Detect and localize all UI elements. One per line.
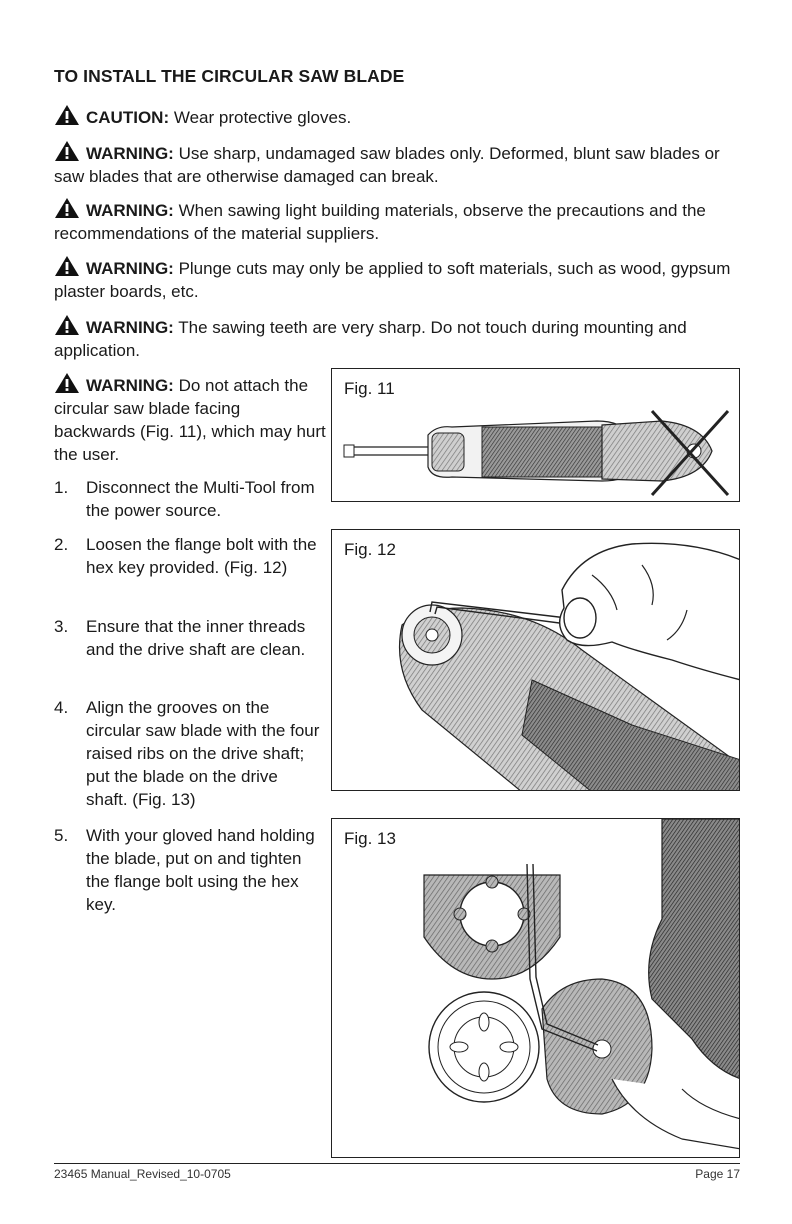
warning-notice [54, 372, 326, 466]
step-item [54, 615, 324, 661]
step-item [54, 824, 324, 916]
figure-caption: Fig. 13 [344, 829, 396, 848]
notice-text: Wear protective gloves. [173, 108, 352, 127]
notice-text: Do not attach the circular saw blade facing backwards (Fig. 11), which may hurt the user. [54, 376, 326, 464]
step-text: Disconnect the Multi-Tool from the power source. [86, 478, 315, 520]
warning-notice [54, 140, 744, 188]
warning-triangle-icon [54, 197, 80, 219]
notice-label: WARNING: [86, 201, 174, 220]
step-text: Ensure that the inner threads and the drive shaft are clean. [86, 617, 306, 659]
notice-text: When sawing light building materials, observe the precautions and the recommendations of the material suppliers. [54, 201, 706, 243]
footer-divider [54, 1163, 740, 1164]
notice-text: Plunge cuts may only be applied to soft materials, such as wood, gypsum plaster boards, etc. [54, 259, 731, 301]
warning-triangle-icon [54, 372, 80, 394]
step-item [54, 476, 324, 522]
notice-label: WARNING: [86, 318, 174, 337]
figure-12 [331, 529, 740, 791]
warning-notice [54, 255, 744, 303]
warning-triangle-icon [54, 104, 80, 126]
notice-label: CAUTION: [86, 108, 170, 127]
notice-text: The sawing teeth are very sharp. Do not touch during mounting and application. [54, 318, 687, 360]
step-text: Align the grooves on the circular saw blade with the four raised ribs on the drive shaft; put the blade on the drive shaft. (Fig. 13) [86, 698, 320, 809]
page-title: TO INSTALL THE CIRCULAR SAW BLADE [54, 66, 405, 86]
footer-document-id: 23465 Manual_Revised_10-0705 [54, 1167, 231, 1181]
step-number: 3. [54, 617, 69, 636]
figure-11 [331, 368, 740, 502]
step-number: 2. [54, 535, 69, 554]
notice-label: WARNING: [86, 259, 174, 278]
step-text: Loosen the flange bolt with the hex key provided. (Fig. 12) [86, 535, 317, 577]
notice-text: Use sharp, undamaged saw blades only. Deformed, blunt saw blades or saw blades that are otherwise damaged can break. [54, 144, 720, 186]
step-number: 1. [54, 478, 69, 497]
warning-triangle-icon [54, 140, 80, 162]
blade-mounting-illustration [332, 819, 740, 1158]
notice-label: WARNING: [86, 376, 174, 395]
figure-caption: Fig. 11 [344, 379, 395, 398]
warning-triangle-icon [54, 255, 80, 277]
step-item [54, 696, 324, 811]
warning-notice [54, 314, 744, 362]
step-text: With your gloved hand holding the blade, put on and tighten the flange bolt using the hex key. [86, 826, 315, 914]
page-number: Page 17 [695, 1167, 740, 1181]
step-number: 4. [54, 698, 69, 717]
warning-notice [54, 197, 744, 245]
step-item [54, 533, 324, 579]
hex-key-loosening-illustration [332, 530, 740, 791]
figure-13 [331, 818, 740, 1158]
warning-triangle-icon [54, 314, 80, 336]
caution-notice [54, 104, 744, 129]
notice-label: WARNING: [86, 144, 174, 163]
step-number: 5. [54, 826, 69, 845]
figure-caption: Fig. 12 [344, 540, 396, 559]
